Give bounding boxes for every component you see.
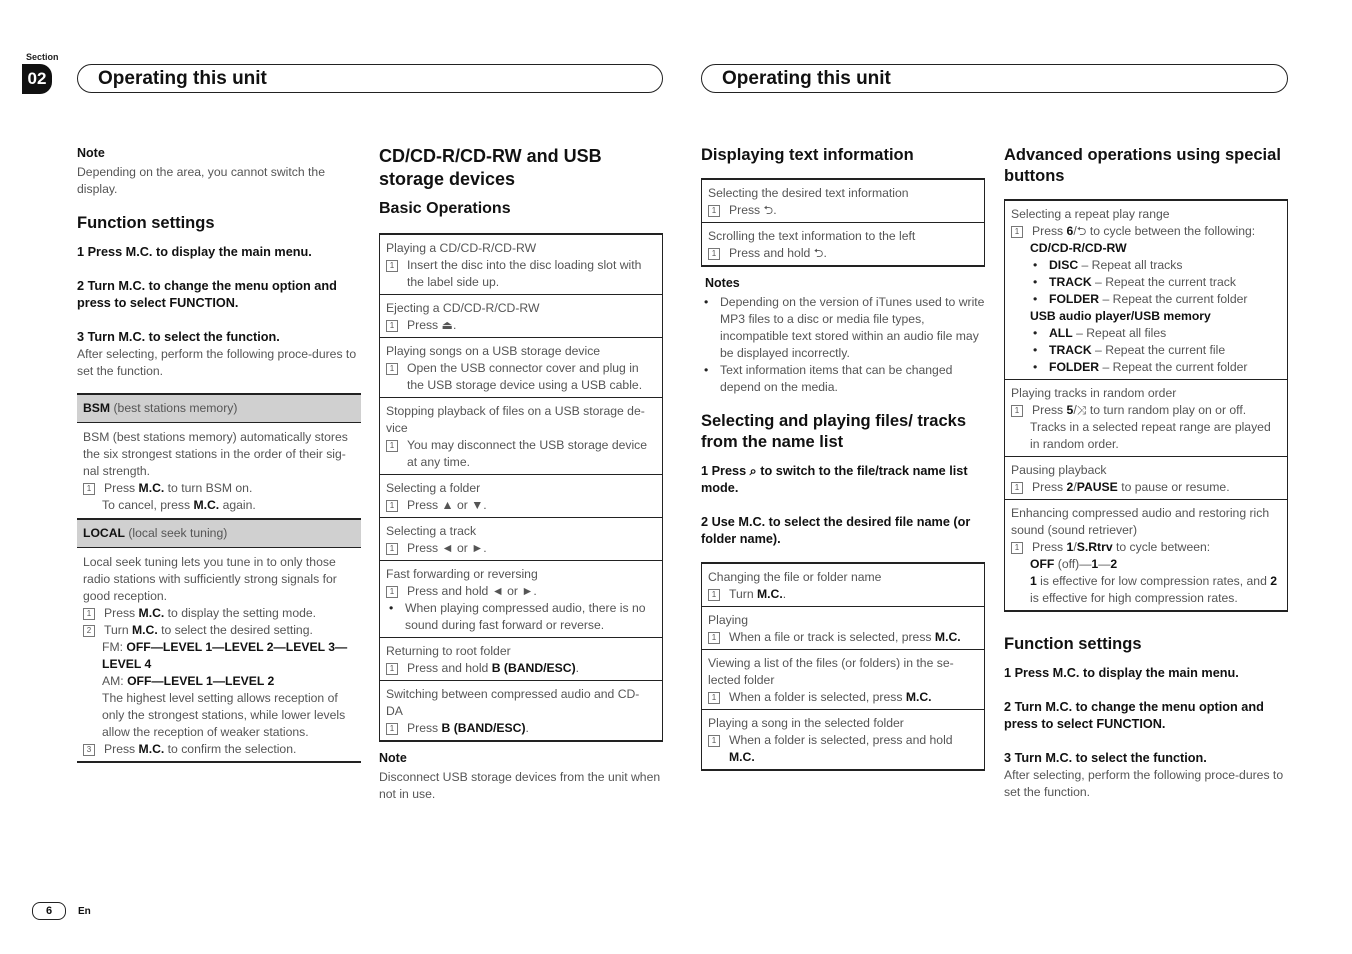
note-title: Note [77, 146, 105, 160]
left-page-header: Operating this unit [77, 64, 663, 93]
basic-operations-table [379, 233, 663, 742]
step-number-icon: 1 [708, 692, 720, 704]
step-number-icon: 1 [386, 363, 398, 375]
table-row: Playing a CD/CD-R/CD-RW 1 Insert the disc into the disc loading slot with the label side up. [386, 241, 642, 289]
table-row: Ejecting a CD/CD-R/CD-RW 1 Press ⏏. [380, 294, 662, 337]
step-2: 2 Turn M.C. to change the menu option and press to select FUNCTION. [77, 279, 337, 310]
step-number-icon: 1 [708, 248, 720, 260]
table-row: Selecting the desired text information 1 Press ⮌. [708, 186, 909, 217]
table-row: Switching between compressed audio and CD-DA 1 Press B (BAND/ESC). [380, 680, 662, 740]
language-label: En [78, 906, 91, 917]
page-number: 6 [32, 902, 66, 920]
name-list-table [701, 562, 985, 771]
cd-usb-title: CD/CD-R/CD-RW and USB storage devices [379, 146, 602, 189]
step-2: 2 Turn M.C. to change the menu option and press to select FUNCTION. [1004, 700, 1264, 731]
bsm-description: BSM (best stations memory) automatically stores the six strongest stations in the order of their sig-nal strength. [83, 430, 348, 478]
table-row: Enhancing compressed audio and restoring rich sound (sound retriever) 1 Press 1/S.Rtrv to cycle between: OFF (off)—1—2 1 is effective for low compression rates, and 2 is effective for high compression rates. [1005, 499, 1287, 610]
step-number-icon: 1 [1011, 542, 1023, 554]
column-3: Displaying text information Selecting the desired text information 1 Press ⮌. Scrolling the text information to the left 1 Press and hold ⮌. Notes • Depending on the version of iTunes used to write MP3 files to a disc or media file types, incompatible text stored within an audio file may be displayed incorrectly. • Text information items that can be changed depend on the media. Selecting and playing files/ tracks from the name list 1 Press ⌕ to switch to the file/track name list mode. 2 Use M.C. to select the desired file name (or folder name). Changing the file or folder name 1 Turn M.C.. Playing 1 When a file or track is selected, press M.C. Viewing a list of the files (or folders) in the se-lected folder 1 When a folder is selected, press M.C. Playing a song in the selected folder 1 When a folder is selected, press and hold M.C. [701, 145, 985, 771]
step-number-icon: 1 [386, 663, 398, 675]
table-row: Changing the file or folder name 1 Turn M.C.. [708, 570, 882, 601]
column-4 [1004, 145, 1288, 801]
step-number-icon: 1 [386, 543, 398, 555]
step-number-icon: 1 [386, 723, 398, 735]
table-row: Returning to root folder 1 Press and hold B (BAND/ESC). [380, 637, 662, 680]
step-1: 1 Press M.C. to display the main menu. [77, 245, 312, 259]
note-item: Text information items that can be changed depend on the media. [720, 363, 953, 394]
note-item: Depending on the version of iTunes used to write MP3 files to a disc or media file types, incompatible text stored within an audio file may be displayed incorrectly. [720, 295, 985, 360]
table-row: Viewing a list of the files (or folders) in the se-lected folder 1 When a folder is selected, press M.C. [702, 649, 984, 709]
function-settings-title: Function settings [1004, 635, 1142, 653]
step-number-icon: 1 [1011, 482, 1023, 494]
note-title: Note [379, 751, 407, 765]
step-number-icon: 1 [83, 483, 95, 495]
function-settings-title: Function settings [77, 214, 215, 232]
right-page-header: Operating this unit [701, 64, 1288, 93]
table-row: Stopping playback of files on a USB storage de-vice 1 You may disconnect the USB storage device at any time. [380, 397, 662, 474]
step-number-icon: 1 [386, 320, 398, 332]
advanced-operations-title: Advanced operations using special buttons [1004, 146, 1281, 185]
table-row: Playing 1 When a file or track is selected, press M.C. [702, 606, 984, 649]
table-row: Selecting a folder 1 Press ▲ or ▼. [380, 474, 662, 517]
note-text: Depending on the area, you cannot switch the display. [77, 165, 325, 196]
step-number-icon: 1 [708, 632, 720, 644]
after-selecting-text: After selecting, perform the following proce-dures to set the function. [1004, 768, 1284, 799]
step-number-icon: 1 [386, 440, 398, 452]
step-number-icon: 1 [1011, 405, 1023, 417]
step-1: 1 Press ⌕ to switch to the file/track name list mode. [701, 464, 968, 495]
step-3: 3 Turn M.C. to select the function. [77, 330, 280, 344]
local-heading: LOCAL (local seek tuning) [77, 518, 361, 548]
step-number-icon: 1 [83, 608, 95, 620]
table-row: Pausing playback 1 Press 2/PAUSE to pause or resume. [1005, 456, 1287, 499]
note-text: Disconnect USB storage devices from the unit when not in use. [379, 770, 661, 801]
column-2 [379, 145, 663, 803]
column-1 [77, 145, 361, 763]
step-1: 1 Press M.C. to display the main menu. [1004, 666, 1239, 680]
displaying-text-title: Displaying text information [701, 146, 914, 164]
step-number-icon: 1 [708, 735, 720, 747]
step-number-icon: 1 [708, 205, 720, 217]
table-row: Scrolling the text information to the left 1 Press and hold ⮌. [702, 222, 984, 265]
step-number-icon: 2 [83, 625, 95, 637]
after-selecting-text: After selecting, perform the following proce-dures to set the function. [77, 347, 357, 378]
local-description: Local seek tuning lets you tune in to only those radio stations with sufficiently strong signals for good reception. [83, 555, 337, 603]
table-row: Selecting a repeat play range 1 Press 6/⮌ to cycle between the following: CD/CD-R/CD-RW • DISC – Repeat all tracks • TRACK – Repeat the current track • FOLDER – Repeat the current folder USB audio player/USB memory • ALL – Repeat all files • TRACK – Repeat the current file • FOLDER – Repeat the current folder [1011, 207, 1256, 374]
table-row: Selecting a track 1 Press ◄ or ►. [380, 517, 662, 560]
bsm-block: BSM (best stations memory) BSM (best stations memory) automatically stores the six strongest stations in the order of their sig-nal strength. 1 Press M.C. to turn BSM on. To cancel, press M.C. again. LOCAL (local seek tuning) Local seek tuning lets you tune in to only those radio stations with sufficiently strong signals for good reception. 1 Press M.C. to display the setting mode. 2 Turn M.C. to select the desired setting. FM: OFF—LEVEL 1—LEVEL 2—LEVEL 3— LEVEL 4 AM: OFF—LEVEL 1—LEVEL 2 The highest level setting allows reception of only the strongest stations, while lower levels allow the reception of weaker stations. 3 Press M.C. to confirm the selection. [77, 393, 361, 763]
bsm-heading: BSM (best stations memory) [77, 393, 361, 423]
step-number-icon: 3 [83, 744, 95, 756]
basic-operations-title: Basic Operations [379, 200, 511, 217]
section-number-badge: 02 [22, 64, 52, 94]
table-row: Playing a song in the selected folder 1 When a folder is selected, press and hold M.C. [702, 709, 984, 769]
step-2: 2 Use M.C. to select the desired file name (or folder name). [701, 515, 971, 546]
name-list-title: Selecting and playing files/ tracks from the name list [701, 412, 967, 451]
special-buttons-table [1004, 199, 1288, 612]
step-number-icon: 1 [1011, 226, 1023, 238]
notes-title: Notes [705, 276, 740, 290]
text-info-table [701, 178, 985, 267]
step-number-icon: 1 [386, 586, 398, 598]
table-row: Playing songs on a USB storage device 1 Open the USB connector cover and plug in the USB storage device using a USB cable. [380, 337, 662, 397]
step-number-icon: 1 [386, 260, 398, 272]
step-number-icon: 1 [708, 589, 720, 601]
step-number-icon: 1 [386, 500, 398, 512]
table-row: Playing tracks in random order 1 Press 5/⤨ to turn random play on or off. Tracks in a selected repeat range are played in random order. [1005, 379, 1287, 456]
table-row: Fast forwarding or reversing 1 Press and hold ◄ or ►. • When playing compressed audio, there is no sound during fast forward or reverse. [380, 560, 662, 637]
section-label: Section [26, 52, 59, 62]
step-3: 3 Turn M.C. to select the function. [1004, 751, 1207, 765]
